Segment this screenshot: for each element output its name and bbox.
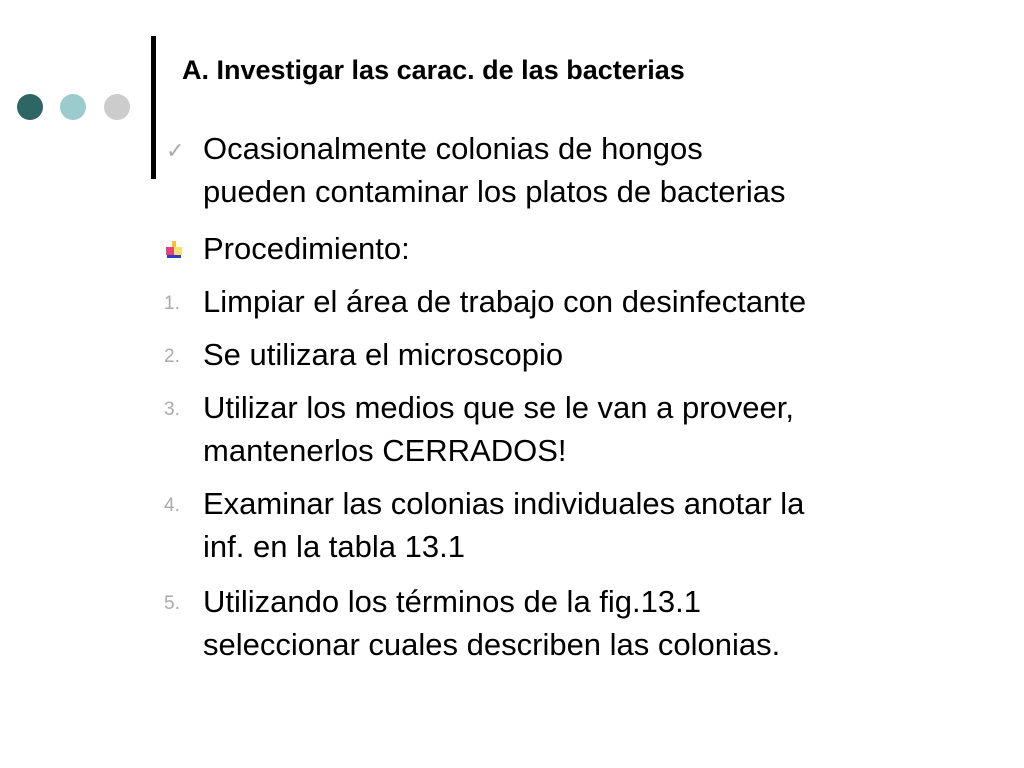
numbered-item-2 (160, 333, 1010, 376)
decorative-dot-teal (60, 94, 86, 120)
numbered-item-3 (160, 386, 1010, 472)
numbered-item-4 (160, 482, 1010, 568)
bullet-text-line: Utilizar los medios que se le van a proveer, (203, 390, 795, 425)
bullet-text-line: Procedimiento: (203, 231, 410, 266)
list-number: 1. (164, 293, 180, 314)
list-number: 4. (164, 495, 180, 516)
bullet-text-line: Utilizando los términos de la fig.13.1 (203, 584, 701, 619)
bullet-item-fungi-note (160, 127, 1010, 213)
bullet-text-line: Se utilizara el microscopio (203, 337, 564, 372)
decorative-dot-gray (104, 94, 130, 120)
numbered-item-5 (160, 580, 1010, 666)
bullet-text-line: Limpiar el área de trabajo con desinfectante (203, 284, 807, 319)
numbered-item-1 (160, 280, 1010, 323)
list-number: 3. (164, 399, 180, 420)
slide-title: A. Investigar las carac. de las bacterias (182, 55, 685, 85)
check-icon: ✓ (166, 138, 185, 163)
bullet-text-line: seleccionar cuales describen las colonias. (203, 627, 781, 662)
bullet-text-line: pueden contaminar los platos de bacterias (203, 174, 786, 209)
bullet-text-line: mantenerlos CERRADOS! (203, 433, 567, 468)
list-number: 5. (164, 593, 180, 614)
bullet-text-line: inf. en la tabla 13.1 (203, 529, 465, 564)
colored-box-bullet-icon (166, 241, 182, 259)
bullet-text-line: Examinar las colonias individuales anotar la (203, 486, 805, 521)
vertical-rule (151, 36, 156, 179)
bullet-text-line: Ocasionalmente colonias de hongos (203, 131, 703, 166)
decorative-dot-dark (17, 94, 43, 120)
list-number: 2. (164, 346, 180, 367)
bullet-item-procedure (160, 227, 1010, 270)
